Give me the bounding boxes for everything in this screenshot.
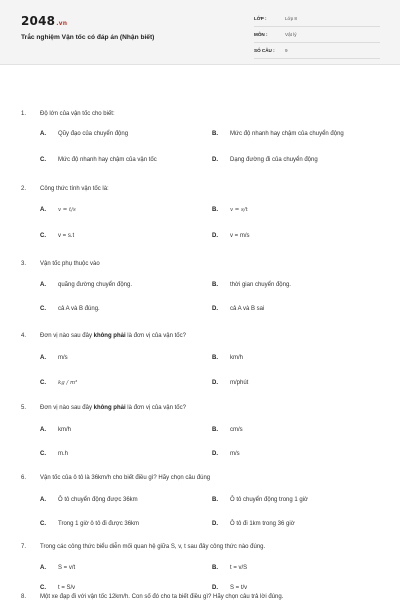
option-c[interactable] xyxy=(40,451,68,457)
question-text-emphasis: không phải xyxy=(93,333,126,339)
option-letter: C. xyxy=(40,306,46,312)
option-letter: A. xyxy=(40,565,46,571)
option-a[interactable] xyxy=(40,497,138,503)
option-b[interactable] xyxy=(212,427,243,433)
option-letter: D. xyxy=(212,585,218,591)
option-c[interactable] xyxy=(40,306,100,312)
option-c[interactable] xyxy=(40,380,77,386)
option-letter: A. xyxy=(40,355,46,361)
question-text xyxy=(40,405,186,411)
logo-text: 2048 xyxy=(21,14,56,28)
question-number: 1. xyxy=(21,111,27,117)
option-letter: D. xyxy=(212,380,218,386)
option-letter: B. xyxy=(212,131,218,137)
option-text: quãng đường chuyển động. xyxy=(58,282,133,288)
header xyxy=(0,0,400,65)
option-text: m/s xyxy=(58,355,68,361)
meta-value: 9 xyxy=(285,48,288,53)
option-text: v = m/s xyxy=(230,233,250,239)
option-c[interactable] xyxy=(40,157,157,163)
option-b[interactable] xyxy=(212,282,291,288)
meta-row-count xyxy=(254,45,380,59)
option-letter: C. xyxy=(40,585,46,591)
option-letter: A. xyxy=(40,427,46,433)
option-letter: B. xyxy=(212,282,218,288)
question-text: Vận tốc của ô tô là 36km/h cho biết điều gì? Hãy chọn câu đúng xyxy=(40,475,211,481)
option-c[interactable] xyxy=(40,233,74,239)
question-number: 4. xyxy=(21,333,27,339)
page-title: Trắc nghiệm Vận tốc có đáp án (Nhận biết) xyxy=(21,34,155,41)
question-number: 5. xyxy=(21,405,27,411)
option-letter: B. xyxy=(212,355,218,361)
option-text: m/phút xyxy=(230,380,249,386)
option-letter: D. xyxy=(212,306,218,312)
question-number: 6. xyxy=(21,475,27,481)
quiz-meta xyxy=(254,13,380,61)
option-text: thời gian chuyển động. xyxy=(230,282,291,288)
option-formula: v = t/s xyxy=(58,207,76,213)
meta-label: LỚP : xyxy=(254,16,267,21)
option-b[interactable] xyxy=(212,207,248,213)
option-letter: A. xyxy=(40,131,46,137)
option-letter: A. xyxy=(40,207,46,213)
option-d[interactable] xyxy=(212,451,240,457)
option-letter: D. xyxy=(212,451,218,457)
meta-value: Vật lý xyxy=(285,32,297,37)
option-text: Mức độ nhanh hay chậm của vận tốc xyxy=(58,157,157,163)
option-d[interactable] xyxy=(212,380,248,386)
question-text-emphasis: không phải xyxy=(93,405,126,411)
question-number: 2. xyxy=(21,186,27,192)
option-letter: C. xyxy=(40,380,46,386)
option-b[interactable] xyxy=(212,355,243,361)
option-a[interactable] xyxy=(40,355,68,361)
question-text: Trong các công thức biểu diễn mối quan hệ giữa S, v, t sau đây công thức nào đúng. xyxy=(40,544,266,550)
option-d[interactable] xyxy=(212,306,264,312)
option-letter: A. xyxy=(40,497,46,503)
option-a[interactable] xyxy=(40,565,75,571)
option-letter: C. xyxy=(40,233,46,239)
option-a[interactable] xyxy=(40,131,128,137)
option-a[interactable] xyxy=(40,207,76,213)
question-text-part: là đơn vị của vận tốc? xyxy=(125,333,186,339)
option-text: t = S/v xyxy=(58,585,76,591)
option-letter: D. xyxy=(212,157,218,163)
logo[interactable] xyxy=(21,14,67,28)
option-letter: A. xyxy=(40,282,46,288)
question-text-part: Đơn vị nào sau đây xyxy=(40,333,94,339)
option-text: Ô tô chuyển động trong 1 giờ xyxy=(230,497,308,503)
option-text: km/h xyxy=(58,427,72,433)
option-b[interactable] xyxy=(212,565,247,571)
question-text: Độ lớn của vận tốc cho biết: xyxy=(40,111,115,117)
question-text: Vận tốc phụ thuộc vào xyxy=(40,261,100,267)
meta-label: MÔN : xyxy=(254,32,268,37)
question-text xyxy=(40,333,186,339)
option-formula: kg / m³ xyxy=(58,380,78,386)
question-text: Một xe đạp đi với vận tốc 12km/h. Con số đó cho ta biết điều gì? Hãy chọn câu trả lời đúng. xyxy=(40,594,284,600)
option-text: Mức độ nhanh hay chậm của chuyển động xyxy=(230,131,344,137)
option-c[interactable] xyxy=(40,585,75,591)
option-letter: B. xyxy=(212,427,218,433)
option-b[interactable] xyxy=(212,497,308,503)
option-text: Qũy đạo của chuyển động xyxy=(58,131,129,137)
option-c[interactable] xyxy=(40,521,139,527)
option-text: Ô tô đi 1km trong 36 giờ xyxy=(230,521,295,527)
option-text: km/h xyxy=(230,355,244,361)
question-text-part: là đơn vị của vận tốc? xyxy=(125,405,186,411)
meta-value: Lớp 8 xyxy=(285,16,297,21)
option-text: Trong 1 giờ ô tô đi được 36km xyxy=(58,521,140,527)
option-text: cả A và B sai xyxy=(230,306,265,312)
option-letter: C. xyxy=(40,451,46,457)
option-a[interactable] xyxy=(40,282,132,288)
option-text: cả A và B đúng. xyxy=(58,306,100,312)
logo-suffix: .vn xyxy=(56,20,68,27)
option-letter: C. xyxy=(40,157,46,163)
question-text-part: Đơn vị nào sau đây xyxy=(40,405,94,411)
option-d[interactable] xyxy=(212,585,247,591)
option-b[interactable] xyxy=(212,131,344,137)
question-number: 8. xyxy=(21,594,27,600)
option-letter: B. xyxy=(212,497,218,503)
option-text: v = s.t xyxy=(58,233,75,239)
option-text: S = v/t xyxy=(58,565,76,571)
option-text: Dạng đường đi của chuyển động xyxy=(230,157,318,163)
option-text: cm/s xyxy=(230,427,243,433)
option-text: m/s xyxy=(230,451,240,457)
option-a[interactable] xyxy=(40,427,71,433)
meta-row-subject xyxy=(254,29,380,43)
option-letter: D. xyxy=(212,233,218,239)
meta-label: SỐ CÂU : xyxy=(254,48,275,53)
question-text: Công thức tính vận tốc là: xyxy=(40,186,109,192)
option-text: Ô tô chuyển động được 36km xyxy=(58,497,138,503)
question-number: 3. xyxy=(21,261,27,267)
option-formula: v = s/t xyxy=(230,207,248,213)
option-letter: B. xyxy=(212,207,218,213)
option-letter: C. xyxy=(40,521,46,527)
option-d[interactable] xyxy=(212,233,250,239)
option-letter: B. xyxy=(212,565,218,571)
meta-row-class xyxy=(254,13,380,27)
option-d[interactable] xyxy=(212,157,318,163)
question-number: 7. xyxy=(21,544,27,550)
option-letter: D. xyxy=(212,521,218,527)
option-text: m.h xyxy=(58,451,69,457)
option-text: S = t/v xyxy=(230,585,248,591)
option-text: t = v/S xyxy=(230,565,248,571)
option-d[interactable] xyxy=(212,521,295,527)
